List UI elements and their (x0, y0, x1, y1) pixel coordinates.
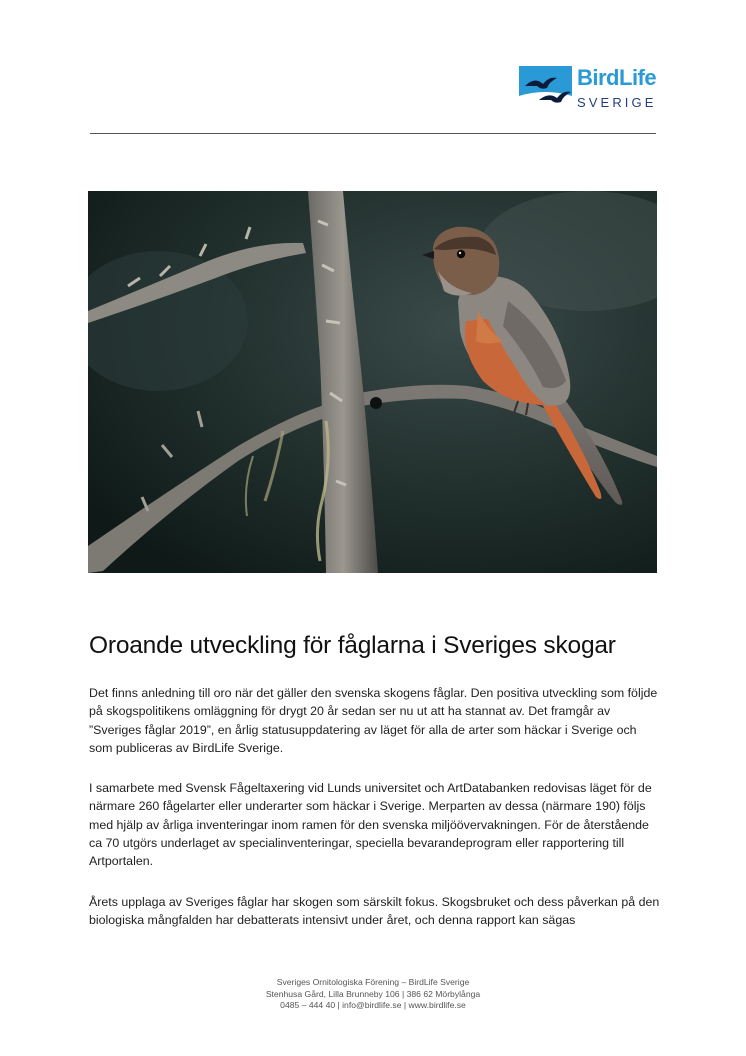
siberian-jay-photo (88, 191, 657, 573)
footer-organization: Sveriges Ornitologiska Förening – BirdLife Sverige (276, 977, 470, 987)
paragraph-3: Årets upplaga av Sveriges fåglar har skogen som särskilt fokus. Skogsbruket och dess påverkan på den biologiska mångfalden har debatterats intensivt under året, och denna rapport kan sägas (89, 894, 660, 927)
footer-contact[interactable]: 0485 – 444 40 | info@birdlife.se | www.birdlife.se (280, 1000, 466, 1010)
article-body (89, 684, 661, 951)
article-title: Oroande utveckling för fåglarna i Sveriges skogar (89, 632, 616, 659)
logo-wordmark: BirdLife (577, 65, 657, 90)
paragraph-1: Det finns anledning till oro när det gäller den svenska skogens fåglar. Den positiva utveckling som följde på skogspolitikens omläggning för drygt 20 år sedan ser nu ut att ha stannat av. Det framgår av ”Sveriges fåglar 2019”, en årlig statusuppdatering av läget för alla de arter som häckar i Sverige och som publiceras av BirdLife Sverige. (89, 686, 658, 755)
flying-birds-icon (519, 66, 572, 111)
birdlife-logo[interactable] (519, 66, 659, 112)
logo-subtitle: SVERIGE (577, 95, 657, 110)
footer-address: Stenhusa Gård, Lilla Brunneby 106 | 386 62 Mörbylånga (265, 988, 481, 999)
paragraph-2: I samarbete med Svensk Fågeltaxering vid Lunds universitet och ArtDatabanken redovisas läget för de närmare 260 fågelarter eller underarter som häckar i Sverige. Merparten av dessa (närmare 190) följs med hjälp av årliga inventeringar inom ramen för den svenska miljöövervakningen. För de återstående ca 70 utgörs underlaget av specialinventeringar, speciella bevarandeprogram eller rapportering till Artportalen. (89, 781, 652, 869)
header-divider (90, 133, 656, 134)
header-photo (88, 191, 657, 573)
footer (0, 977, 746, 1012)
